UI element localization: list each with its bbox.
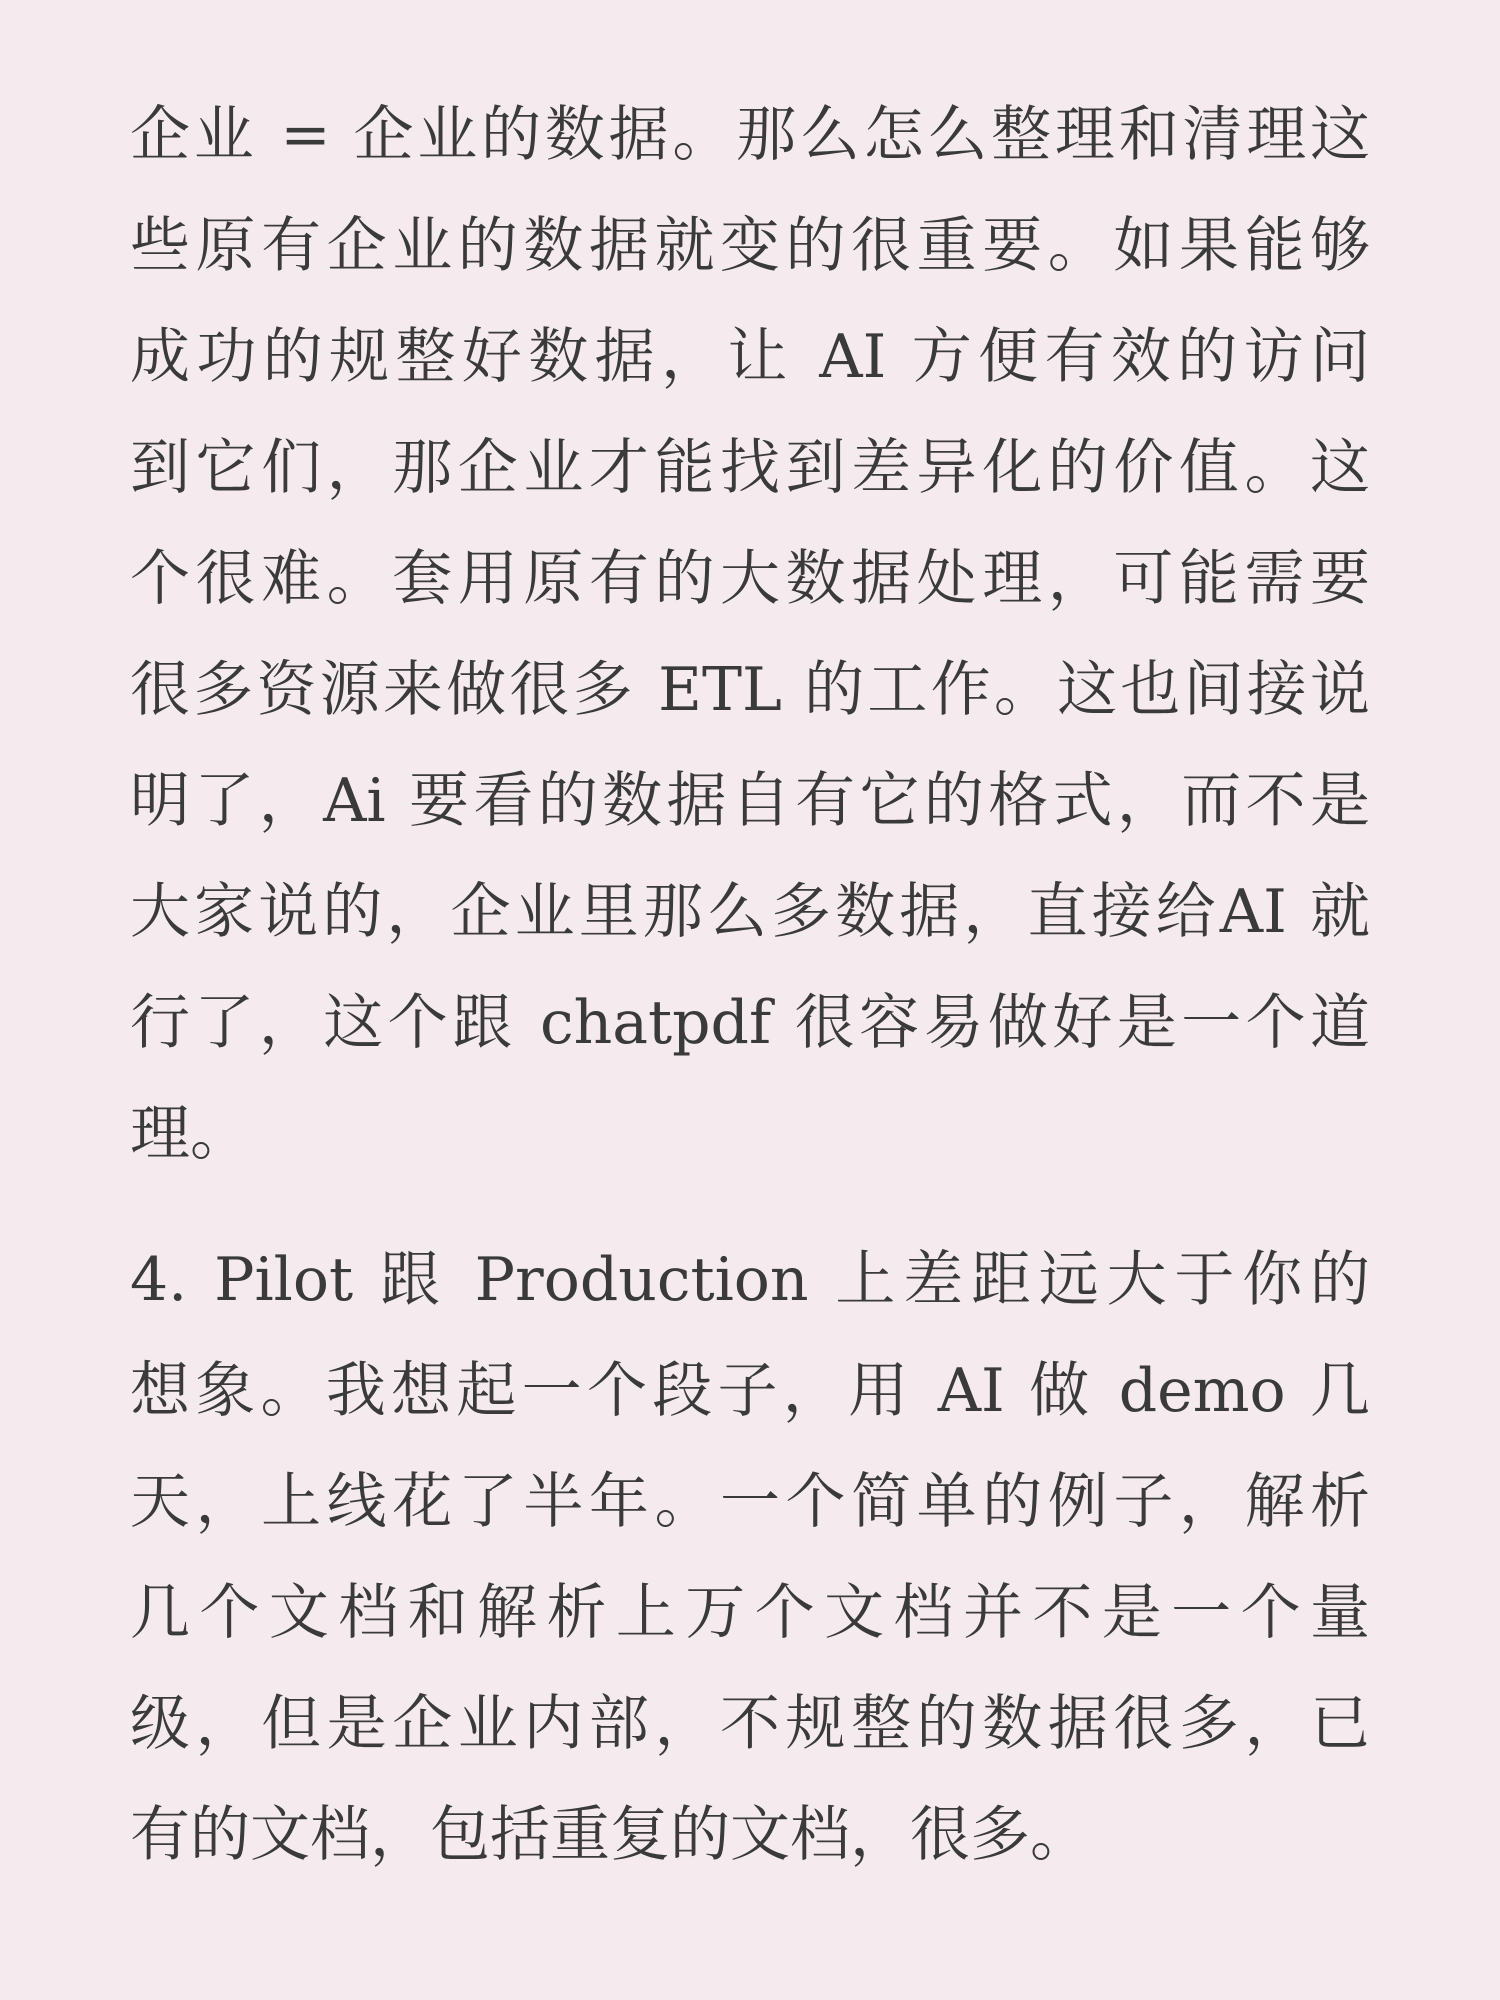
text-line: 很多资源来做很多 ETL 的工作。这也间接说 xyxy=(130,655,1370,725)
text-line: 明了，Ai 要看的数据自有它的格式，而不是 xyxy=(130,766,1370,836)
text-line: 4. Pilot 跟 Production 上差距远大于你的 xyxy=(130,1245,1370,1315)
text-line: 到它们，那企业才能找到差异化的价值。这 xyxy=(130,433,1370,503)
text-line: 几个文档和解析上万个文档并不是一个量 xyxy=(130,1578,1370,1648)
text-line: 天，上线花了半年。一个简单的例子，解析 xyxy=(130,1467,1370,1537)
document-body xyxy=(130,80,1370,1891)
text-line: 大家说的，企业里那么多数据，直接给AI 就 xyxy=(130,877,1370,947)
paragraph-pilot-vs-production xyxy=(130,1225,1370,1891)
paragraph-enterprise-data xyxy=(130,80,1370,1190)
text-line: 行了，这个跟 chatpdf 很容易做好是一个道 xyxy=(130,988,1370,1058)
text-line: 理。 xyxy=(130,1099,250,1169)
text-line: 有的文档，包括重复的文档，很多。 xyxy=(130,1800,1090,1870)
text-line: 些原有企业的数据就变的很重要。如果能够 xyxy=(130,211,1370,281)
text-line: 个很难。套用原有的大数据处理，可能需要 xyxy=(130,544,1370,614)
text-line: 想象。我想起一个段子，用 AI 做 demo 几 xyxy=(130,1356,1370,1426)
text-line: 企业 = 企业的数据。那么怎么整理和清理这 xyxy=(130,100,1370,170)
text-line: 级，但是企业内部，不规整的数据很多，已 xyxy=(130,1689,1370,1759)
text-line: 成功的规整好数据，让 AI 方便有效的访问 xyxy=(130,322,1370,392)
